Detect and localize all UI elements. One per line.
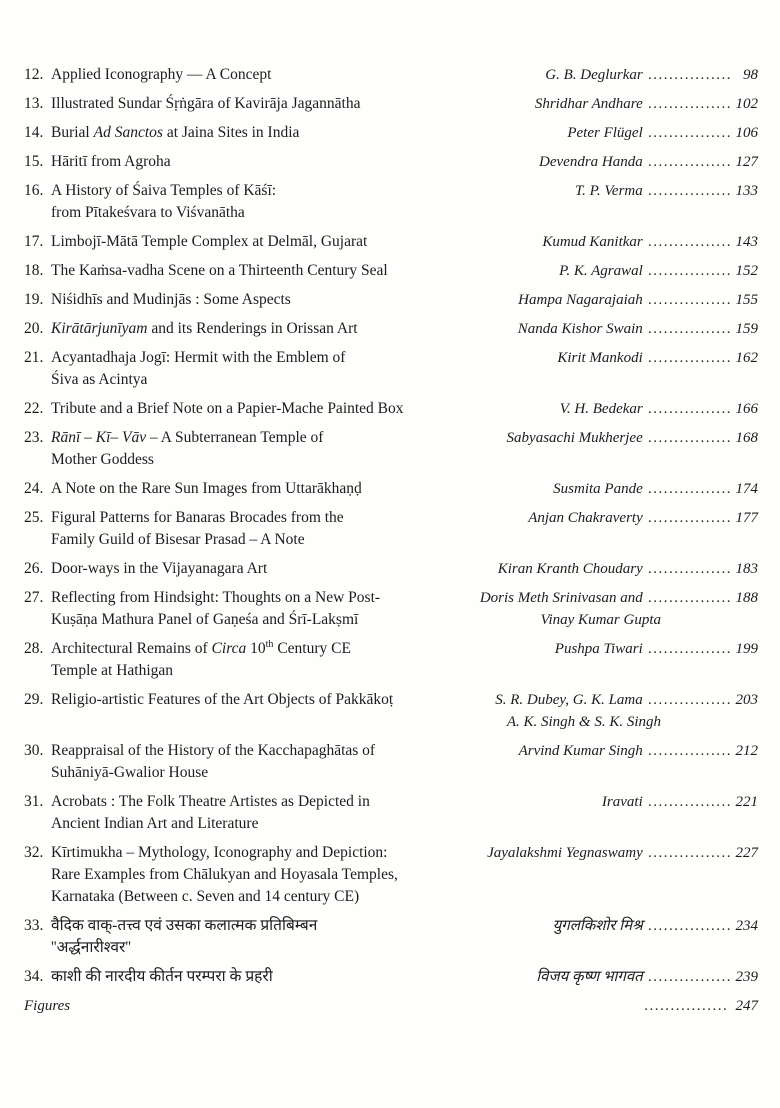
entry-title <box>51 689 393 711</box>
entry-title-line <box>51 151 171 173</box>
leader-dots: ................ <box>642 292 732 308</box>
title-segment: Acrobats : The Folk Theatre Artistes as Depicted in <box>51 793 370 810</box>
toc-entry <box>24 398 758 420</box>
entry-byline-block <box>555 638 758 660</box>
author-name: P. K. Agrawal <box>559 263 643 279</box>
entry-number: 15. <box>24 153 44 170</box>
entry-byline-line <box>542 231 758 253</box>
entry-title-line <box>51 689 393 711</box>
entry-byline-block <box>602 791 758 813</box>
page-number: 106 <box>735 125 758 141</box>
leader-dots: ................ <box>642 263 732 279</box>
entry-title-line <box>51 260 388 282</box>
entry-title-line <box>51 347 345 369</box>
entry-title-line <box>51 449 323 471</box>
toc-entry <box>24 122 758 144</box>
entry-number: 33. <box>24 917 44 934</box>
title-segment: Limbojī-Mātā Temple Complex at Delmāl, Gujarat <box>51 233 368 250</box>
page-number: 183 <box>735 561 758 577</box>
entry-number: 17. <box>24 233 44 250</box>
entry-title-block <box>24 966 536 988</box>
author-name: Arvind Kumar Singh <box>518 743 643 759</box>
entry-number: 25. <box>24 509 44 526</box>
entry-byline-block <box>535 93 758 115</box>
entry-title-line <box>51 93 360 115</box>
entry-byline-line <box>498 558 758 580</box>
leader-dots: ................ <box>642 321 732 337</box>
entry-byline-line <box>555 638 758 660</box>
entry-byline-block <box>518 289 758 311</box>
title-segment: काशी की नारदीय कीर्तन परम्परा के प्रहरी <box>51 968 273 985</box>
entry-title-line <box>51 609 380 631</box>
author-name: Jayalakshmi Yegnaswamy <box>487 845 643 861</box>
toc-entry <box>24 689 758 733</box>
entry-title-line <box>51 478 362 500</box>
entry-title-line <box>51 180 276 202</box>
entry-title <box>51 260 388 282</box>
entry-byline-block <box>536 966 758 988</box>
title-segment: th <box>265 638 274 650</box>
leader-dots: ................ <box>642 692 732 708</box>
entry-title-line <box>51 660 351 682</box>
author-name: Vinay Kumar Gupta <box>540 612 661 628</box>
entry-byline-line <box>557 347 758 369</box>
title-segment: Niśidhīs and Mudinjās : Some Aspects <box>51 291 291 308</box>
title-segment: Kuṣāṇa Mathura Panel of Gaṇeśa and Śrī-Lakṣmī <box>51 611 359 628</box>
entry-byline-block <box>545 64 758 86</box>
leader-dots: ................ <box>642 743 732 759</box>
entry-byline-block <box>495 689 758 733</box>
leader-dots: ................ <box>642 969 732 985</box>
page-number: 133 <box>735 183 758 199</box>
entry-title-line <box>51 64 271 86</box>
entry-byline-block <box>542 231 758 253</box>
entry-title-block <box>24 151 539 173</box>
entry-byline-block <box>528 507 758 529</box>
entry-number: 27. <box>24 589 44 606</box>
leader-dots: ................ <box>642 96 732 112</box>
entry-title-block <box>24 318 518 340</box>
page-number: 143 <box>735 234 758 250</box>
entry-byline-block <box>560 398 758 420</box>
leader-dots: ................ <box>642 845 732 861</box>
entry-byline-line <box>559 260 758 282</box>
page-number: 174 <box>735 481 758 497</box>
author-name: Pushpa Tiwari <box>554 641 643 657</box>
entry-title <box>51 64 271 86</box>
entry-number: 29. <box>24 691 44 708</box>
entry-title-block <box>24 231 542 253</box>
entry-title <box>51 842 398 908</box>
title-segment: ''अर्द्धनारीश्वर'' <box>51 939 131 956</box>
title-segment: Suhāniyā-Gwalior House <box>51 764 209 781</box>
entry-byline-block <box>575 180 758 202</box>
toc-entry <box>24 507 758 551</box>
entry-byline-block <box>539 151 758 173</box>
leader-dots: ................ <box>642 510 732 526</box>
entry-title-block <box>24 638 555 682</box>
entry-number: 26. <box>24 560 44 577</box>
entry-title <box>51 180 276 224</box>
entry-title-block <box>24 122 567 144</box>
entry-title-line <box>51 915 317 937</box>
entry-byline-line <box>602 791 758 813</box>
entry-title-block <box>24 558 498 580</box>
entry-title-block <box>24 64 545 86</box>
author-name: Doris Meth Srinivasan and <box>479 590 643 606</box>
entry-title <box>51 151 171 173</box>
title-segment: Burial <box>51 124 94 141</box>
entry-title <box>51 740 375 784</box>
entry-title-line <box>51 289 291 311</box>
toc-entry <box>24 318 758 340</box>
entry-title <box>51 93 360 115</box>
title-segment: Kīrtimukha – Mythology, Iconography and Depiction: <box>51 844 388 861</box>
entry-number: 21. <box>24 349 44 366</box>
entry-byline-line <box>518 318 758 340</box>
entry-byline-line <box>567 122 758 144</box>
entry-byline-block <box>507 427 758 449</box>
entry-number: 24. <box>24 480 44 497</box>
entry-title <box>51 915 317 959</box>
toc-entry <box>24 478 758 500</box>
entry-title <box>51 966 273 988</box>
entry-title-block <box>24 260 559 282</box>
entry-title <box>51 122 299 144</box>
entry-title-block <box>24 740 519 784</box>
leader-dots: ................ <box>644 998 729 1014</box>
author-name: Peter Flügel <box>567 125 643 141</box>
author-name: Susmita Pande <box>553 481 643 497</box>
entry-byline-block <box>557 347 758 369</box>
toc-entry <box>24 966 758 988</box>
entry-title <box>51 791 370 835</box>
page-number: 152 <box>735 263 758 279</box>
entry-byline-block <box>519 740 758 762</box>
entry-title-block <box>24 180 575 224</box>
title-segment: A Note on the Rare Sun Images from Uttarākhaṇḍ <box>51 480 362 497</box>
author-name: Sabyasachi Mukherjee <box>506 430 643 446</box>
entry-title-line <box>51 813 370 835</box>
title-segment: Mother Goddess <box>51 451 154 468</box>
entry-title-block <box>24 93 535 115</box>
page-number: 98 <box>743 67 758 83</box>
entry-title-line <box>51 529 344 551</box>
page-number: 247 <box>735 998 758 1014</box>
author-name: S. R. Dubey, G. K. Lama <box>495 692 643 708</box>
entry-title-line <box>51 842 398 864</box>
entry-title-line <box>51 122 299 144</box>
entry-byline-line <box>545 64 758 86</box>
title-segment: Religio-artistic Features of the Art Objects of Pakkākoṭ <box>51 691 394 708</box>
title-segment: – A Subterranean Temple of <box>146 429 324 446</box>
entry-title-block <box>24 427 507 471</box>
author-name: युगलकिशोर मिश्र <box>552 918 643 934</box>
leader-dots: ................ <box>642 590 732 606</box>
page-number: 212 <box>735 743 758 759</box>
title-segment: वैदिक वाक्-तत्त्व एवं उसका कलात्मक प्रतिबिम्बन <box>51 917 318 934</box>
page-number: 127 <box>735 154 758 170</box>
author-name: A. K. Singh & S. K. Singh <box>506 714 661 730</box>
toc-entry <box>24 558 758 580</box>
entry-title-line <box>51 369 345 391</box>
entry-byline-line <box>539 151 758 173</box>
entry-byline-line <box>480 587 758 609</box>
leader-dots: ................ <box>642 561 732 577</box>
entry-number: 18. <box>24 262 44 279</box>
title-segment: The Kaṁsa-vadha Scene on a Thirteenth Century Seal <box>51 262 388 279</box>
entry-byline-line <box>495 711 758 733</box>
entry-title-block <box>24 791 602 835</box>
entry-title-block <box>24 289 518 311</box>
title-segment: at Jaina Sites in India <box>162 124 300 141</box>
entry-number: 22. <box>24 400 44 417</box>
entry-byline-line <box>535 93 758 115</box>
author-name: Shridhar Andhare <box>534 96 643 112</box>
page-number: 188 <box>735 590 758 606</box>
title-segment: Illustrated Sundar Śṛṅgāra of Kavirāja Jagannātha <box>51 95 361 112</box>
entry-byline-block <box>553 478 758 500</box>
title-segment: 10 <box>246 640 266 657</box>
leader-dots: ................ <box>642 641 732 657</box>
entry-title-line <box>51 864 398 886</box>
entry-title <box>51 478 362 500</box>
entry-title-line <box>51 427 323 449</box>
author-name: Devendra Handa <box>539 154 643 170</box>
entry-title-line <box>51 886 398 908</box>
title-segment: Śiva as Acintya <box>51 371 148 388</box>
toc-entry <box>24 231 758 253</box>
page-number: 102 <box>735 96 758 112</box>
entry-title <box>51 427 323 471</box>
entry-title-block <box>24 347 557 391</box>
entry-number: 16. <box>24 182 44 199</box>
entry-byline-line <box>518 289 758 311</box>
title-segment: and its Renderings in Orissan Art <box>147 320 358 337</box>
page-number: 234 <box>735 918 758 934</box>
page-number: 239 <box>735 969 758 985</box>
leader-dots: ................ <box>642 183 732 199</box>
entry-byline-block <box>553 915 758 937</box>
title-segment: Karnataka (Between c. Seven and 14 century CE) <box>51 888 360 905</box>
entry-title-line <box>51 638 351 660</box>
entry-byline-line <box>553 915 758 937</box>
entry-title-line <box>51 791 370 813</box>
title-segment: Applied Iconography — A Concept <box>51 66 272 83</box>
entry-number: 31. <box>24 793 44 810</box>
entry-title-line <box>51 318 358 340</box>
entry-byline-block <box>567 122 758 144</box>
title-segment: Circa <box>211 640 247 657</box>
leader-dots: ................ <box>642 234 732 250</box>
entry-number: 34. <box>24 968 44 985</box>
author-name: Kiran Kranth Choudary <box>497 561 643 577</box>
entry-number: 14. <box>24 124 44 141</box>
entry-byline-line <box>575 180 758 202</box>
entry-byline-line <box>553 478 758 500</box>
author-name: G. B. Deglurkar <box>545 67 643 83</box>
entry-title-block <box>24 689 495 711</box>
entry-title-block <box>24 587 480 631</box>
title-segment: from Pītakeśvara to Viśvanātha <box>51 204 245 221</box>
title-segment: Rare Examples from Chālukyan and Hoyasala Temples, <box>51 866 398 883</box>
title-segment: Ad Sanctos <box>93 124 163 141</box>
title-segment: Tribute and a Brief Note on a Papier-Mache Painted Box <box>51 400 404 417</box>
title-segment: Figural Patterns for Banaras Brocades from the <box>51 509 344 526</box>
entry-title <box>51 587 380 631</box>
author-name: Iravati <box>601 794 643 810</box>
toc-entry <box>24 347 758 391</box>
toc-entry <box>24 260 758 282</box>
toc-entry <box>24 791 758 835</box>
entry-title-line <box>51 231 367 253</box>
entry-title-block <box>24 507 528 551</box>
entry-title-line <box>51 507 344 529</box>
title-segment: Ancient Indian Art and Literature <box>51 815 259 832</box>
entry-byline-line <box>528 507 758 529</box>
title-segment: Acyantadhaja Jogī: Hermit with the Emblem of <box>51 349 346 366</box>
figures-row <box>24 995 758 1017</box>
title-segment: Kirātārjunīyam <box>51 320 148 337</box>
entry-title <box>51 558 267 580</box>
entry-number: 20. <box>24 320 44 337</box>
leader-dots: ................ <box>642 918 732 934</box>
entry-byline-block <box>487 842 758 864</box>
title-segment: A History of Śaiva Temples of Kāśī: <box>51 182 277 199</box>
title-segment: Reflecting from Hindsight: Thoughts on a New Post- <box>51 589 381 606</box>
entry-title-block <box>24 915 553 959</box>
entry-number: 32. <box>24 844 44 861</box>
author-name: Hampa Nagarajaiah <box>518 292 643 308</box>
page-number: 162 <box>735 350 758 366</box>
author-name: विजय कृष्ण भागवत <box>536 969 643 985</box>
entry-byline-line <box>480 609 758 631</box>
title-segment: Temple at Hathigan <box>51 662 174 679</box>
entry-number: 23. <box>24 429 44 446</box>
page-number: 166 <box>735 401 758 417</box>
toc-entry <box>24 151 758 173</box>
entry-title-line <box>51 398 404 420</box>
entry-number: 30. <box>24 742 44 759</box>
author-name: Anjan Chakraverty <box>528 510 643 526</box>
page-number: 155 <box>735 292 758 308</box>
page-number: 177 <box>735 510 758 526</box>
entry-title-line <box>51 966 273 988</box>
toc-entry <box>24 915 758 959</box>
entry-title <box>51 638 351 682</box>
leader-dots: ................ <box>642 481 732 497</box>
entry-title <box>51 347 345 391</box>
toc-entry <box>24 180 758 224</box>
author-name: Kumud Kanitkar <box>542 234 643 250</box>
page-number: 203 <box>735 692 758 708</box>
entry-byline-block <box>559 260 758 282</box>
entry-title <box>51 318 358 340</box>
entry-title-line <box>51 762 375 784</box>
toc-entry <box>24 587 758 631</box>
entry-title-block <box>24 398 560 420</box>
author-name: T. P. Verma <box>574 183 643 199</box>
entry-title-line <box>51 587 380 609</box>
leader-dots: ................ <box>642 67 732 83</box>
toc-entry <box>24 638 758 682</box>
leader-dots: ................ <box>642 154 732 170</box>
title-segment: Architectural Remains of <box>51 640 212 657</box>
title-segment: Family Guild of Bisesar Prasad – A Note <box>51 531 305 548</box>
toc-entry <box>24 740 758 784</box>
entry-number: 12. <box>24 66 44 83</box>
entry-title <box>51 507 344 551</box>
toc-entry <box>24 427 758 471</box>
page-number: 199 <box>735 641 758 657</box>
figures-label: Figures <box>24 998 71 1014</box>
entry-byline-line <box>560 398 758 420</box>
entry-title <box>51 398 404 420</box>
toc-entry <box>24 93 758 115</box>
entry-title-line <box>51 740 375 762</box>
title-segment: Rānī – Kī– Vāv <box>51 429 147 446</box>
entry-byline-line <box>495 689 758 711</box>
entry-byline-line <box>519 740 758 762</box>
title-segment: Century CE <box>273 640 351 657</box>
toc-entry <box>24 64 758 86</box>
page-number: 168 <box>735 430 758 446</box>
figures-page-line <box>644 995 758 1017</box>
leader-dots: ................ <box>642 350 732 366</box>
page-number: 221 <box>735 794 758 810</box>
title-segment: Door-ways in the Vijayanagara Art <box>51 560 268 577</box>
page-number: 227 <box>735 845 758 861</box>
toc-entry <box>24 842 758 908</box>
entry-title-line <box>51 937 317 959</box>
entry-title-block <box>24 842 487 908</box>
entry-byline-line <box>487 842 758 864</box>
entry-title-line <box>51 202 276 224</box>
toc-entries <box>24 64 758 988</box>
leader-dots: ................ <box>642 794 732 810</box>
leader-dots: ................ <box>642 401 732 417</box>
entry-byline-block <box>480 587 758 631</box>
entry-byline-block <box>498 558 758 580</box>
title-segment: Reappraisal of the History of the Kacchapaghātas of <box>51 742 376 759</box>
page-number: 159 <box>735 321 758 337</box>
toc-entry <box>24 289 758 311</box>
entry-number: 13. <box>24 95 44 112</box>
leader-dots: ................ <box>642 125 732 141</box>
entry-number: 28. <box>24 640 44 657</box>
author-name: Kirit Mankodi <box>557 350 643 366</box>
entry-byline-line <box>507 427 758 449</box>
entry-byline-block <box>518 318 758 340</box>
author-name: V. H. Bedekar <box>559 401 643 417</box>
leader-dots: ................ <box>642 430 732 446</box>
author-name: Nanda Kishor Swain <box>517 321 643 337</box>
entry-number: 19. <box>24 291 44 308</box>
entry-title <box>51 289 291 311</box>
entry-title-block <box>24 478 553 500</box>
entry-title-line <box>51 558 267 580</box>
title-segment: Hāritī from Agroha <box>51 153 171 170</box>
entry-byline-line <box>536 966 758 988</box>
entry-title <box>51 231 367 253</box>
